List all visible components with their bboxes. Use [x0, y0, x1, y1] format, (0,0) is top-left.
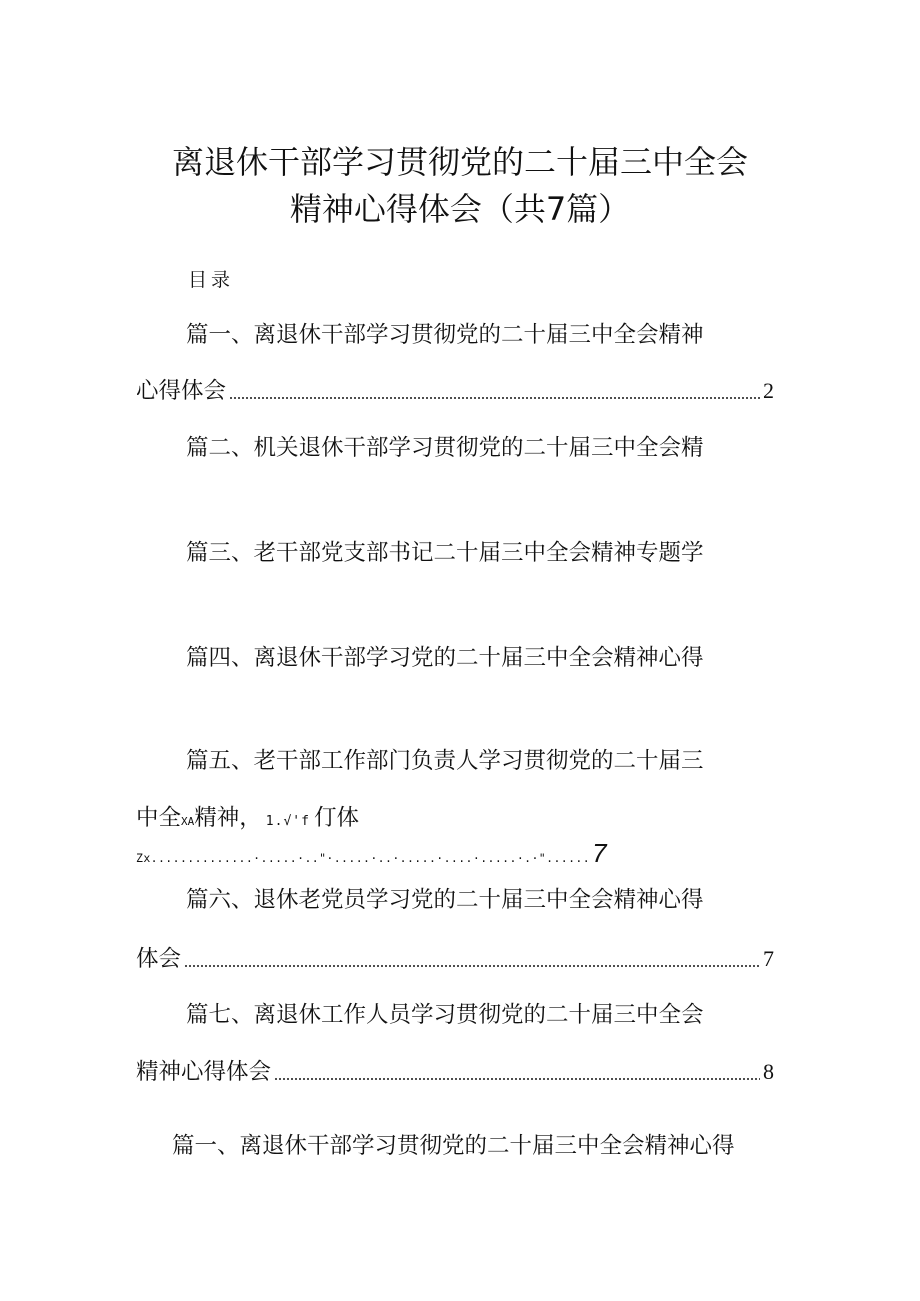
garbled-dot-leader: Zx..............·.....·.."·.....·..·.....·....·.....·.·"......	[136, 851, 591, 865]
toc-entry-7-leader[interactable]	[136, 1057, 774, 1087]
toc-heading: 目录	[188, 269, 235, 291]
garbled-text: 中全	[136, 805, 182, 831]
dot-leader	[184, 965, 760, 967]
toc-entry-7-line-2: 精神心得体会	[136, 1059, 272, 1085]
dot-leader	[274, 1078, 760, 1080]
toc-entry-6-line-1[interactable]: 篇六、退休老党员学习党的二十届三中全会精神心得	[186, 887, 704, 913]
toc-entry-1-page: 2	[763, 378, 774, 403]
document-title-line-1: 离退休干部学习贯彻党的二十届三中全会	[171, 143, 748, 181]
garbled-text: XA	[181, 815, 195, 828]
toc-entry-5-line-2[interactable]	[136, 803, 359, 837]
toc-entry-7-line-1[interactable]: 篇七、离退休工作人员学习贯彻党的二十届三中全会	[186, 1002, 704, 1028]
garbled-text: ，	[239, 805, 262, 831]
toc-entry-2[interactable]: 篇二、机关退休干部学习贯彻党的二十届三中全会精	[186, 435, 704, 461]
toc-entry-7-page: 8	[763, 1059, 774, 1084]
toc-entry-6-leader[interactable]	[136, 944, 774, 974]
toc-entry-1-line-2: 心得体会	[136, 378, 227, 404]
garbled-text: 1.√'f	[265, 814, 310, 829]
toc-entry-6-page: 7	[763, 946, 774, 971]
document-title-line-2: 精神心得体会（共7篇）	[289, 190, 631, 228]
garbled-text: 精神	[194, 805, 240, 831]
toc-entry-4[interactable]: 篇四、离退休干部学习党的二十届三中全会精神心得	[186, 645, 704, 671]
toc-entry-3[interactable]: 篇三、老干部党支部书记二十届三中全会精神专题学	[186, 540, 704, 566]
toc-entry-5-page: 7	[592, 838, 607, 868]
section-heading: 篇一、离退休干部学习贯彻党的二十届三中全会精神心得	[172, 1133, 735, 1159]
toc-entry-5-line-1[interactable]: 篇五、老干部工作部门负责人学习贯彻党的二十届三	[186, 748, 704, 774]
garbled-text: 仃体	[313, 805, 359, 831]
toc-entry-1-leader[interactable]	[136, 376, 774, 406]
dot-leader	[229, 397, 760, 399]
toc-entry-5-leader[interactable]	[136, 840, 776, 866]
toc-entry-1-line-1[interactable]: 篇一、离退休干部学习贯彻党的二十届三中全会精神	[186, 322, 704, 348]
toc-entry-6-line-2: 体会	[136, 946, 182, 972]
